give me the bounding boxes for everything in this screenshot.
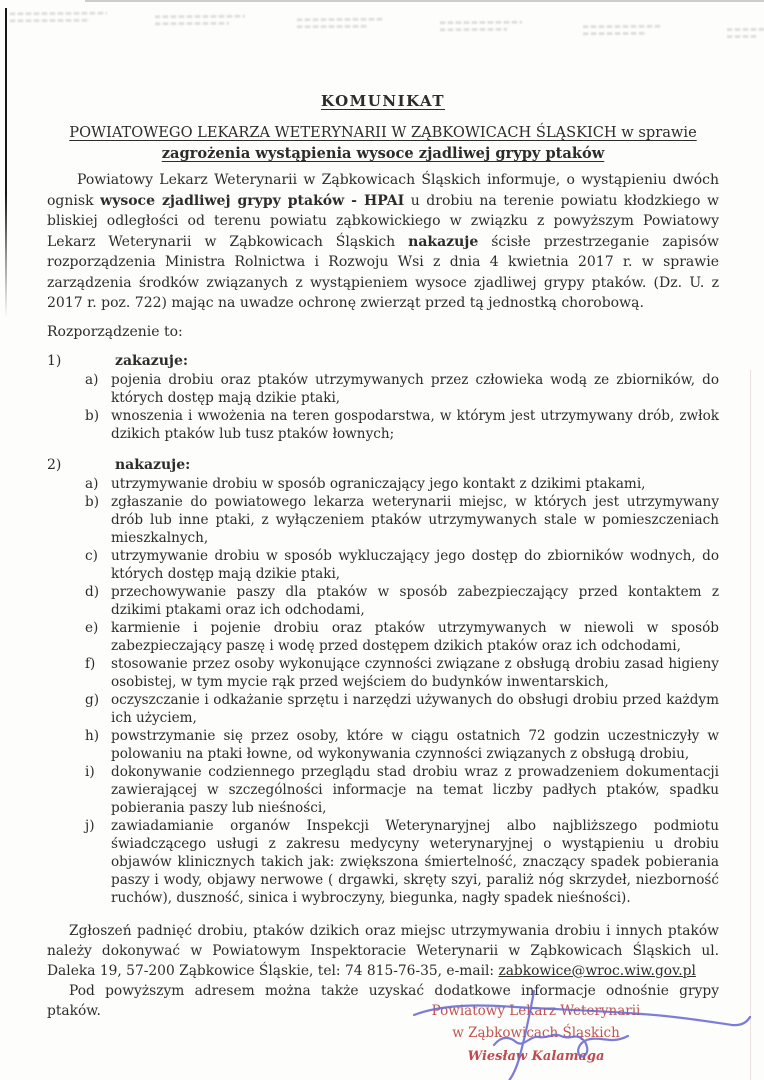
list-item <box>85 407 719 443</box>
item-text: stosowanie przez osoby wykonujące czynności związane z obsługą drobiu zasad higieny osobistej, w tym mycie rąk przed wejściem do budynków inwentarskich, <box>111 655 719 690</box>
item-text: wnoszenia i wwożenia na teren gospodarstwa, w którym jest utrzymywany drób, zwłok dzikich ptaków lub tusz ptaków łownych; <box>111 407 719 442</box>
item-text: utrzymywanie drobiu w sposób ograniczający jego kontakt z dzikimi ptakami, <box>111 475 646 492</box>
item-letter: j) <box>85 817 95 834</box>
intro-text: ścisłe przestrzeganie zapisów rozporządzenia Ministra Rolnictwa i Rozwoju Wsi z dnia 4 kwietnia 2017 r. w sprawie zarządzenia środków związanych z wystąpieniem wysoce zjadliwej grypy ptaków. (Dz. U. z 2017 r. poz. 722) mając na uwadze ochronę zwierząt przed tą jednostką chorobową. <box>47 233 719 311</box>
item-text: zawiadamianie organów Inspekcji Weterynaryjnej albo najbliższego podmiotu świadczącego usługi z zakresu medycyny weterynaryjnej o wystąpieniu u drobiu objawów klinicznych takich jak: zwiększona śmiertelność, znaczący spadek pobierania paszy i wody, objawy nerwowe ( drgawki, skręty szyi, paraliż nóg skrzydeł, niezborność ruchów), duszność, sinica i wybroczyny, biegunka, nagły spadek nieśności). <box>111 817 719 906</box>
item-letter: i) <box>85 763 95 780</box>
section-number: 2) <box>47 456 62 473</box>
list-item <box>85 655 719 691</box>
item-text: dokonywanie codziennego przeglądu stad drobiu wraz z prowadzeniem dokumentacji zawierającej w szczególności informacje na temat liczby padłych ptaków, spadku pobierania paszy lub nieśności, <box>111 763 719 816</box>
item-letter: f) <box>85 655 96 672</box>
item-text: oczyszczanie i odkażanie sprzętu i narzędzi używanych do obsługi drobiu przed każdym ich użyciem, <box>111 691 719 726</box>
list-item <box>85 475 719 493</box>
section-verb: nakazuje: <box>115 456 191 473</box>
stamp-line-1: Powiatowy Lekarz Weterynarii <box>431 1003 641 1019</box>
report-text: Zgłoszeń padnięć drobiu, ptaków dzikich oraz miejsc utrzymywania drobiu i innych ptaków należy dokonywać w Powiatowym Inspektoracie Weterynarii w Ząbkowicach Śląskich ul. Daleka 19, 57-200 Ząbkowice Śląskie, tel: 74 815-76-35, e-mail: <box>47 922 719 979</box>
scan-left-edge-line <box>5 8 7 318</box>
intro-text: Powiatowy Lekarz Weterynarii w Ząbkowicach Śląskich informuje, o wystąpieniu dwóch ognisk <box>47 172 719 209</box>
intro-bold-hpai: wysoce zjadliwej grypy ptaków - HPAI <box>100 192 405 209</box>
more-info-line: Pod powyższym adresem można także uzyskać dodatkowe informacje odnośnie grypy ptaków. <box>47 982 719 1019</box>
list-item <box>85 691 719 727</box>
section-orders <box>47 455 719 907</box>
intro-bold-nakazuje: nakazuje <box>408 233 479 250</box>
item-letter: d) <box>85 583 100 600</box>
section-number: 1) <box>47 352 62 369</box>
scan-right-crease <box>750 370 751 1080</box>
list-item <box>85 583 719 619</box>
list-item <box>85 619 719 655</box>
intro-text: u drobiu na terenie powiatu kłodzkiego w bliskiej odległości od terenu powiatu ząbkowickiego w związku z powyższym Powiatowy Lekarz Weterynarii w Ząbkowicach Śląskich <box>47 192 719 250</box>
item-letter: g) <box>85 691 100 708</box>
stamp-signature-name: Wiesław Kalamaga <box>467 1049 605 1064</box>
section-header <box>47 455 719 475</box>
heading-line-2: zagrożenia wystąpienia wysoce zjadliwej grypy ptaków <box>161 145 605 162</box>
item-letter: e) <box>85 619 99 636</box>
item-text: pojenia drobiu oraz ptaków utrzymywanych przez człowieka wodą ze zbiorników, do których dostęp mają dzikie ptaki, <box>111 371 719 406</box>
item-letter: c) <box>85 547 98 564</box>
stamp-line-2: w Ząbkowicach Śląskich <box>452 1025 620 1041</box>
list-item <box>85 493 719 547</box>
list-item <box>85 727 719 763</box>
list-item <box>85 817 719 907</box>
item-text: przechowywanie paszy dla ptaków w sposób zabezpieczający przed kontaktem z dzikimi ptakami oraz ich odchodami, <box>111 583 719 618</box>
heading-line-1: POWIATOWEGO LEKARZA WETERYNARII W ZĄBKOWICACH ŚLĄSKICH w sprawie <box>69 124 697 141</box>
title-text: KOMUNIKAT <box>320 92 446 110</box>
item-text: zgłaszanie do powiatowego lekarza weterynarii miejsc, w których jest utrzymywany drób lub inne ptaki, z wyłączeniem ptaków utrzymywanych stale w pomieszczeniach mieszkalnych, <box>111 493 719 546</box>
item-text: powstrzymanie się przez osoby, które w ciągu ostatnich 72 godzin uczestniczyły w polowaniu na ptaki łowne, od wykonywania czynności związanych z obsługą drobiu, <box>111 727 719 762</box>
item-letter: h) <box>85 727 100 744</box>
list-item <box>85 547 719 583</box>
item-text: karmienie i pojenie drobiu oraz ptaków utrzymywanych w niewoli w sposób zabezpieczający paszę i wodę przed dostępem dzikich ptaków oraz ich odchodami, <box>111 619 719 654</box>
item-letter: a) <box>85 371 99 388</box>
list-item <box>85 371 719 407</box>
ghost-text-artifact <box>727 28 764 38</box>
section-prohibitions <box>47 351 719 443</box>
item-text: utrzymywanie drobiu w sposób wykluczający jego dostęp do zbiorników wodnych, do których dostęp mają dzikie ptaki, <box>111 547 719 582</box>
intro-paragraph <box>47 170 719 314</box>
section-verb: zakazuje: <box>115 352 189 369</box>
report-instructions <box>47 921 719 981</box>
document-heading <box>47 122 719 164</box>
item-letter: b) <box>85 407 100 424</box>
regulation-label: Rozporządzenie to: <box>47 323 183 340</box>
document-body <box>47 0 719 1021</box>
section-header <box>47 351 719 371</box>
document-title <box>47 92 719 110</box>
list-item <box>85 763 719 817</box>
veterinary-officer-stamp <box>405 1000 667 1068</box>
item-letter: b) <box>85 493 100 510</box>
item-letter: a) <box>85 475 99 492</box>
email-link[interactable]: zabkowice@wroc.wiw.gov.pl <box>498 962 696 979</box>
